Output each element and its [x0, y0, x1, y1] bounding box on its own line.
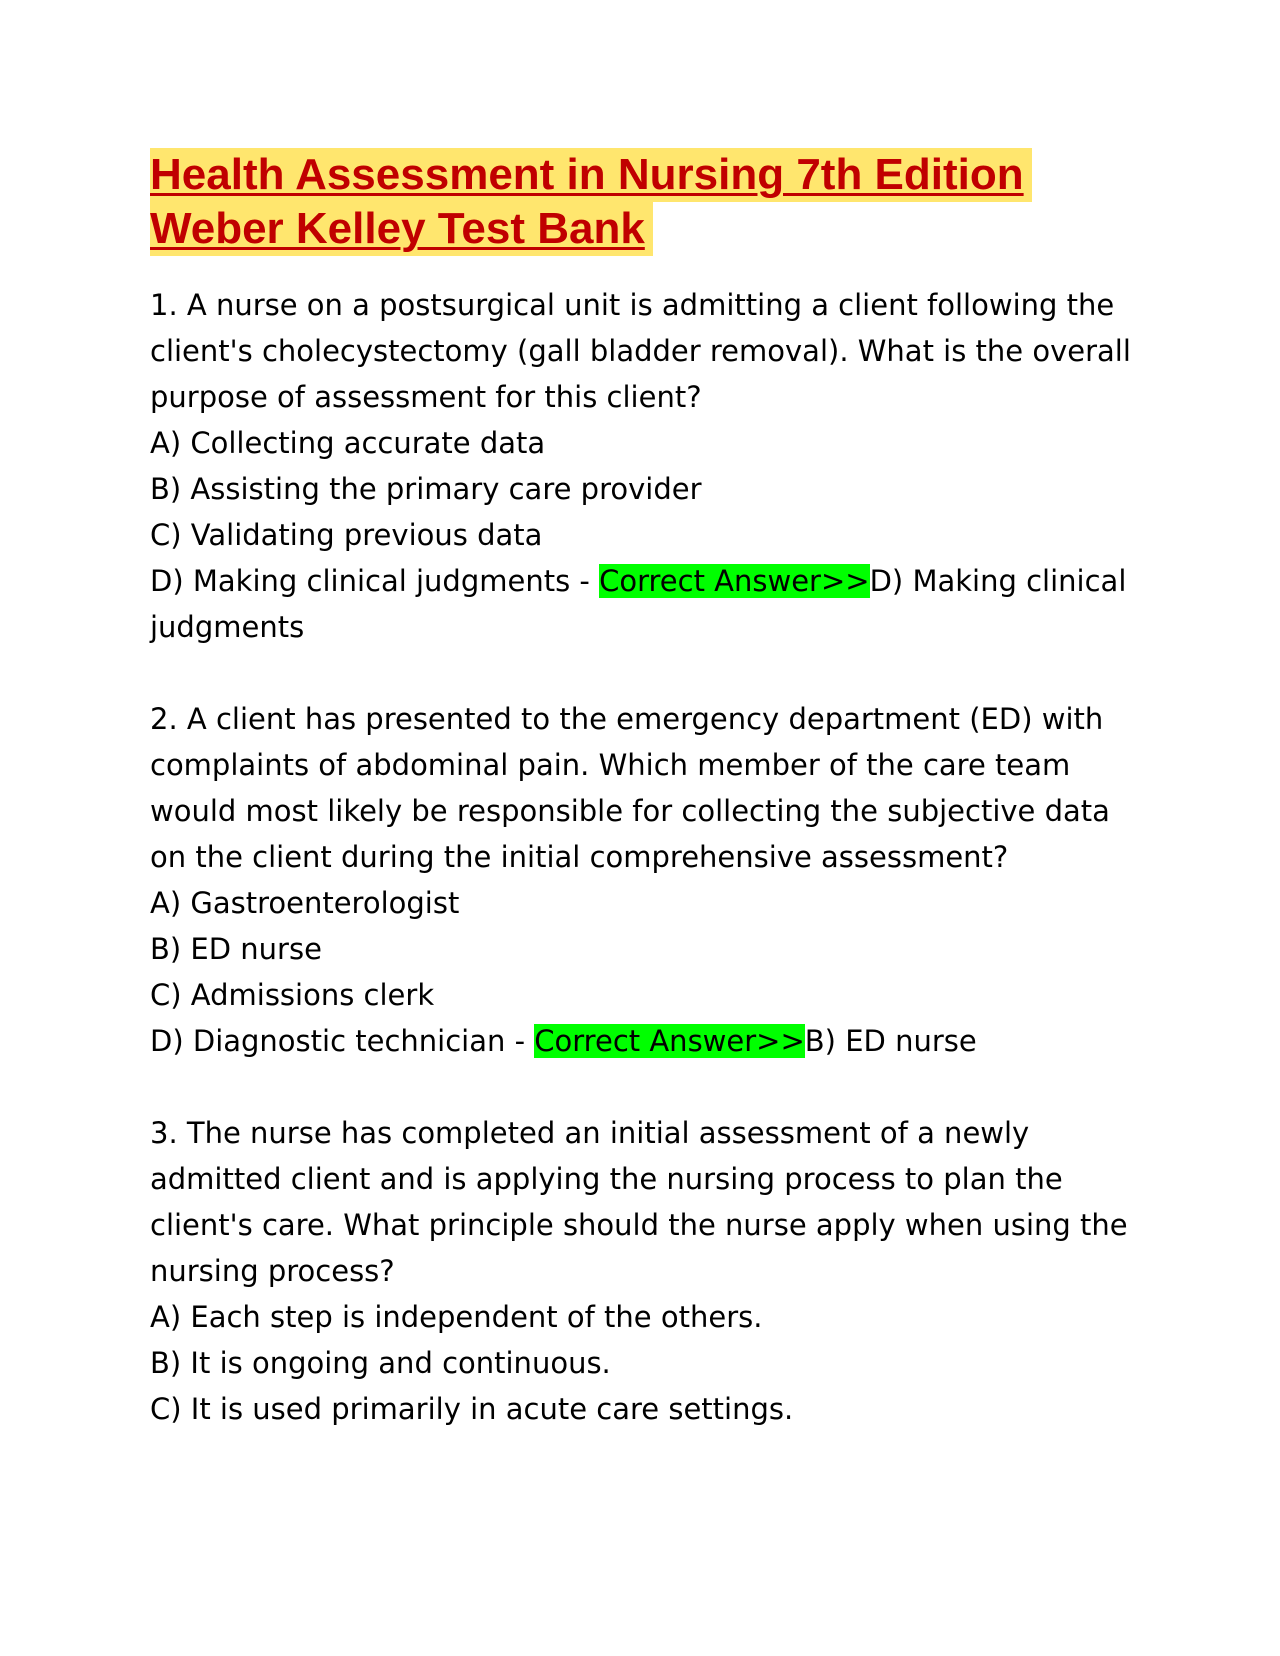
- correct-answer-label: Correct Answer>>: [534, 1024, 805, 1058]
- question-stem: 1. A nurse on a postsurgical unit is admitting a client following the client's cholecystectomy (gall bladder removal). What is the overall purpose of assessment for this client?: [150, 288, 1131, 414]
- option-b: B) ED nurse: [150, 932, 322, 966]
- correct-answer-text: D) Making clinical judgments: [150, 564, 1127, 644]
- correct-answer-text: B) ED nurse: [804, 1024, 977, 1058]
- question-list: [150, 282, 1140, 1478]
- title-line-1: Health Assessment in Nursing 7th Edition: [150, 148, 1032, 202]
- question-stem: 2. A client has presented to the emergency department (ED) with complaints of abdominal pain. Which member of the care team would most likely be responsible for collecting the subjective data on the client during the initial comprehensive assessment?: [150, 702, 1110, 874]
- question-2: [150, 696, 1140, 1064]
- option-c: C) Admissions clerk: [150, 978, 435, 1012]
- question-3: [150, 1110, 1140, 1432]
- option-c: C) It is used primarily in acute care settings.: [150, 1392, 794, 1426]
- option-a: A) Collecting accurate data: [150, 426, 546, 460]
- option-d-with-answer: [150, 1018, 1140, 1064]
- title-line-2: Weber Kelley Test Bank: [150, 202, 653, 256]
- option-d: D) Diagnostic technician -: [150, 1024, 535, 1058]
- question-1: [150, 282, 1140, 650]
- document-title: [150, 148, 1130, 256]
- option-c: C) Validating previous data: [150, 518, 543, 552]
- option-b: B) Assisting the primary care provider: [150, 472, 702, 506]
- option-d: D) Making clinical judgments -: [150, 564, 600, 598]
- correct-answer-label: Correct Answer>>: [599, 564, 870, 598]
- option-a: A) Each step is independent of the others.: [150, 1300, 763, 1334]
- option-d-with-answer: [150, 558, 1140, 650]
- option-b: B) It is ongoing and continuous.: [150, 1346, 611, 1380]
- option-a: A) Gastroenterologist: [150, 886, 460, 920]
- question-stem: 3. The nurse has completed an initial assessment of a newly admitted client and is applying the nursing process to plan the client's care. What principle should the nurse apply when using the nursing process?: [150, 1116, 1128, 1288]
